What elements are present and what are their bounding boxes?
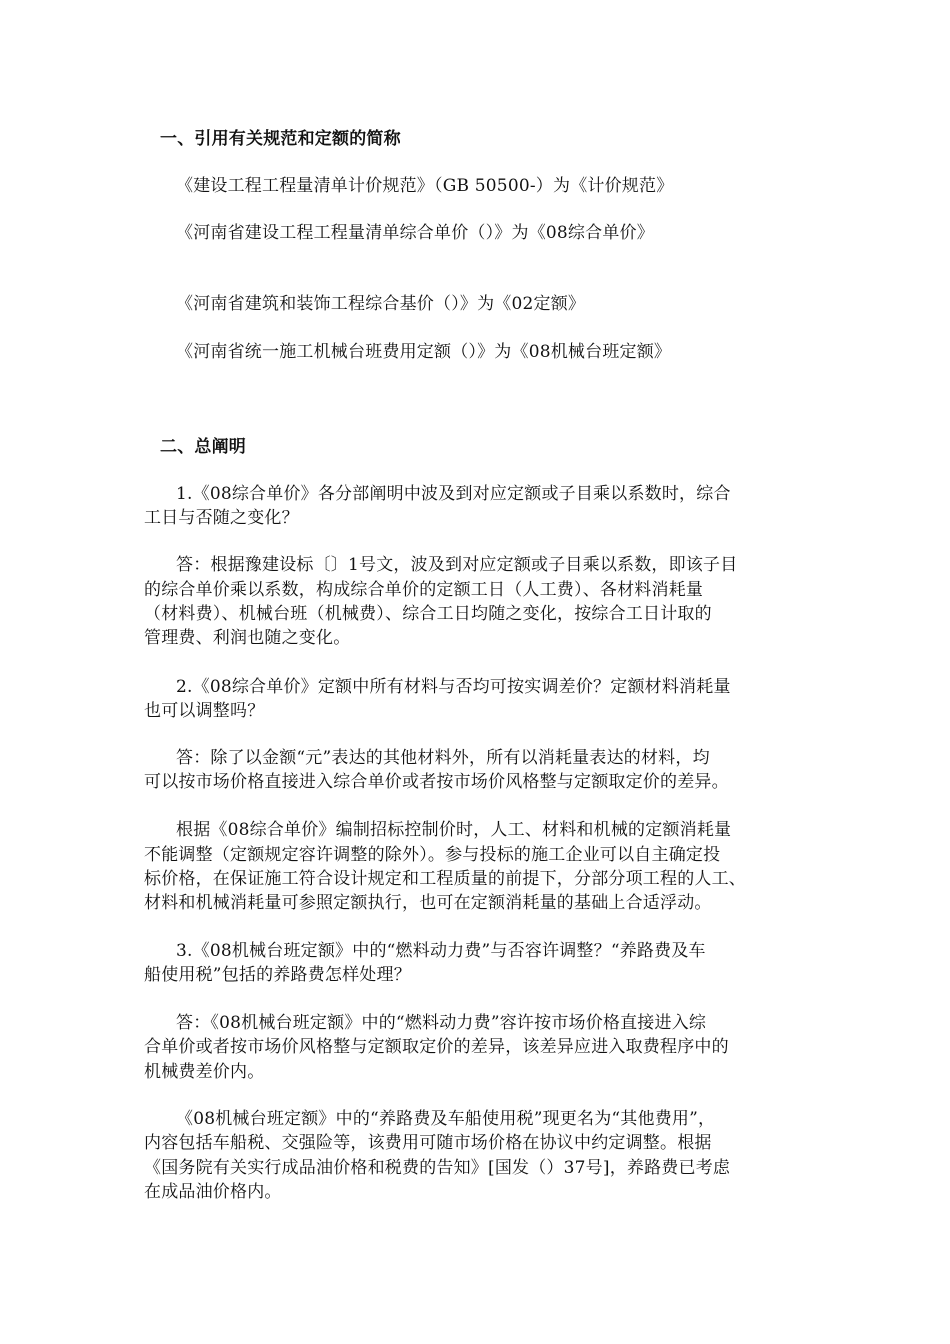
answer-2-line-2: 可以按市场价格直接进入综合单价或者按市场价风格整与定额取定价的差异。	[144, 772, 729, 792]
section2-heading: 二、总阐明	[160, 437, 246, 457]
question-1-line-2: 工日与否随之变化？	[144, 508, 299, 528]
answer-1-line-1: 答：根据豫建设标〔〕1号文，波及到对应定额或子目乘以系数，即该子目	[176, 555, 738, 575]
abbr-item-machinery-quota: 《河南省统一施工机械台班费用定额（）》为《08机械台班定额》	[176, 342, 672, 362]
question-2-line-1: 2.《08综合单价》定额中所有材料与否均可按实调差价？定额材料消耗量	[176, 677, 731, 697]
answer-2-line-1: 答：除了以金额“元”表达的其他材料外，所有以消耗量表达的材料，均	[176, 748, 710, 768]
paragraph-2-line-4: 材料和机械消耗量可参照定额执行，也可在定额消耗量的基础上合适浮动。	[144, 893, 712, 913]
abbr-item-base-price-quota: 《河南省建筑和装饰工程综合基价（）》为《02定额》	[176, 294, 586, 314]
answer-3-line-3: 机械费差价内。	[144, 1062, 265, 1082]
paragraph-2-line-3: 标价格，在保证施工符合设计规定和工程质量的前提下，分部分项工程的人工、	[144, 869, 746, 889]
abbr-item-pricing-code: 《建设工程工程量清单计价规范》（GB 50500-）为《计价规范》	[176, 176, 674, 196]
answer-1-line-3: （材料费）、机械台班（机械费）、综合工日均随之变化，按综合工日计取的	[144, 604, 712, 624]
abbr-item-composite-unit-price: 《河南省建设工程工程量清单综合单价（）》为《08综合单价》	[176, 223, 654, 243]
answer-1-line-4: 管理费、利润也随之变化。	[144, 628, 351, 648]
answer-3-line-1: 答：《08机械台班定额》中的“燃料动力费”容许按市场价格直接进入综	[176, 1013, 707, 1033]
paragraph-3-line-1: 《08机械台班定额》中的“养路费及车船使用税”现更名为“其他费用”，	[176, 1109, 716, 1129]
answer-1-line-2: 的综合单价乘以系数，构成综合单价的定额工日（人工费）、各材料消耗量	[144, 580, 704, 600]
paragraph-3-line-4: 在成品油价格内。	[144, 1182, 282, 1202]
question-1-line-1: 1.《08综合单价》各分部阐明中波及到对应定额或子目乘以系数时，综合	[176, 484, 731, 504]
question-3-line-1: 3.《08机械台班定额》中的“燃料动力费”与否容许调整？“养路费及车	[176, 941, 706, 961]
answer-3-line-2: 合单价或者按市场价风格整与定额取定价的差异，该差异应进入取费程序中的	[144, 1037, 729, 1057]
paragraph-3-line-2: 内容包括车船税、交强险等，该费用可随市场价格在协议中约定调整。根据	[144, 1133, 712, 1153]
paragraph-2-line-2: 不能调整（定额规定容许调整的除外）。参与投标的施工企业可以自主确定投	[144, 845, 721, 865]
question-2-line-2: 也可以调整吗？	[144, 701, 265, 721]
paragraph-3-line-3: 《国务院有关实行成品油价格和税费的告知》[国发（）37号]，养路费已考虑	[144, 1158, 731, 1178]
question-3-line-2: 船使用税”包括的养路费怎样处理？	[144, 965, 411, 985]
section1-heading: 一、引用有关规范和定额的简称	[160, 129, 401, 149]
paragraph-2-line-1: 根据《08综合单价》编制招标控制价时，人工、材料和机械的定额消耗量	[176, 820, 732, 840]
